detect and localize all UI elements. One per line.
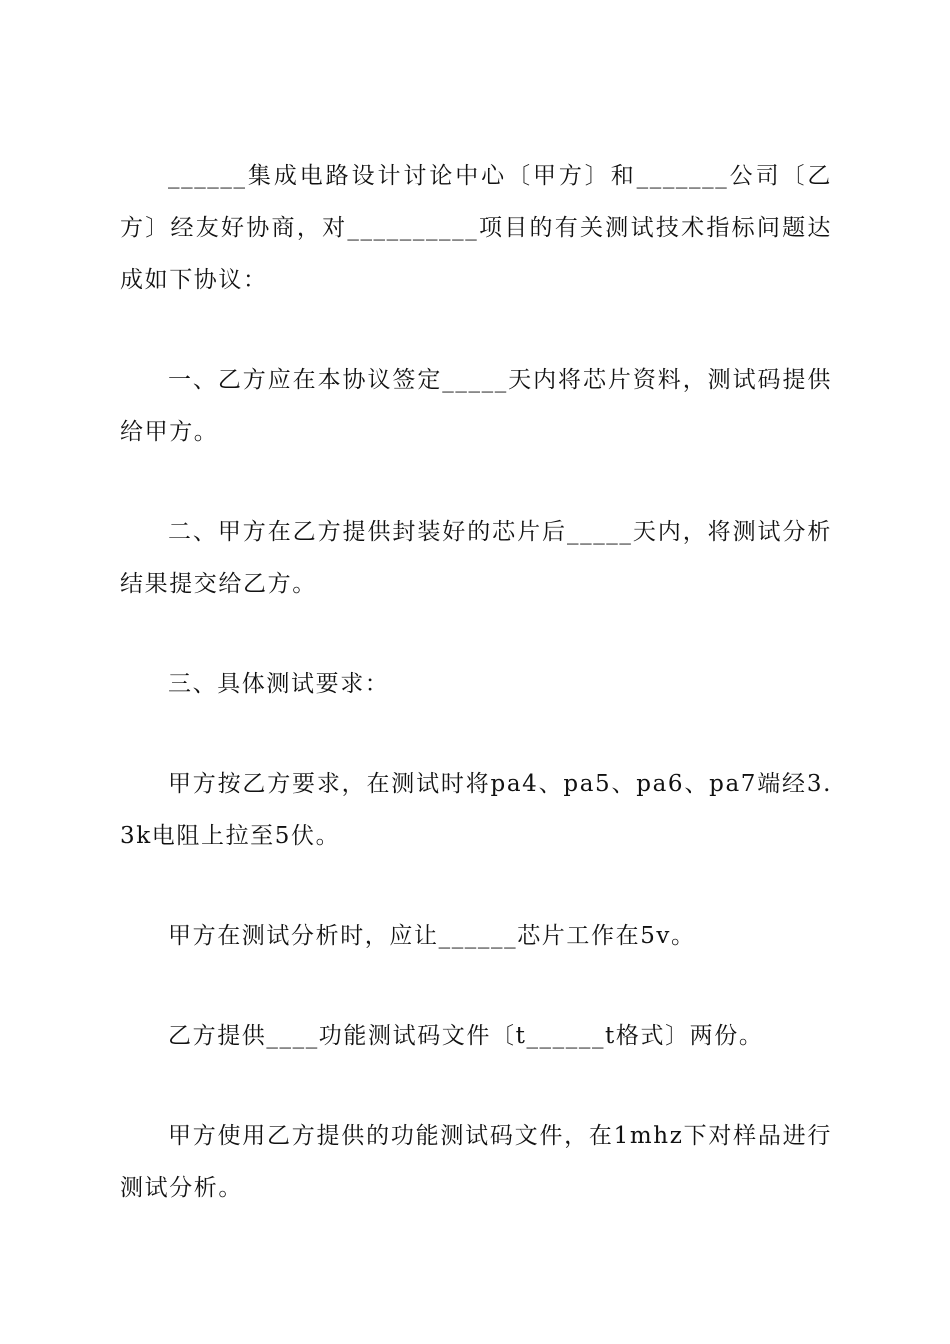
agreement-intro-paragraph: ______集成电路设计讨论中心〔甲方〕和_______公司〔乙方〕经友好协商，对__________项目的有关测试技术指标问题达成如下协议： [120,163,832,293]
clause-one-paragraph: 一、乙方应在本协议签定_____天内将芯片资料，测试码提供给甲方。 [120,367,832,445]
clause-two-paragraph: 二、甲方在乙方提供封装好的芯片后_____天内，将测试分析结果提交给乙方。 [120,519,832,597]
document-body [120,150,832,1214]
test-requirement-pullup-paragraph: 甲方按乙方要求，在测试时将pa4、pa5、pa6、pa7端经3.3k电阻上拉至5伏。 [120,771,832,849]
clause-three-heading: 三、具体测试要求： [168,671,390,697]
test-requirement-frequency-paragraph: 甲方使用乙方提供的功能测试码文件，在1mhz下对样品进行测试分析。 [120,1123,832,1201]
test-requirement-voltage-paragraph: 甲方在测试分析时，应让______芯片工作在5v。 [168,923,696,949]
test-requirement-file-paragraph: 乙方提供____功能测试码文件〔t______t格式〕两份。 [168,1023,764,1049]
